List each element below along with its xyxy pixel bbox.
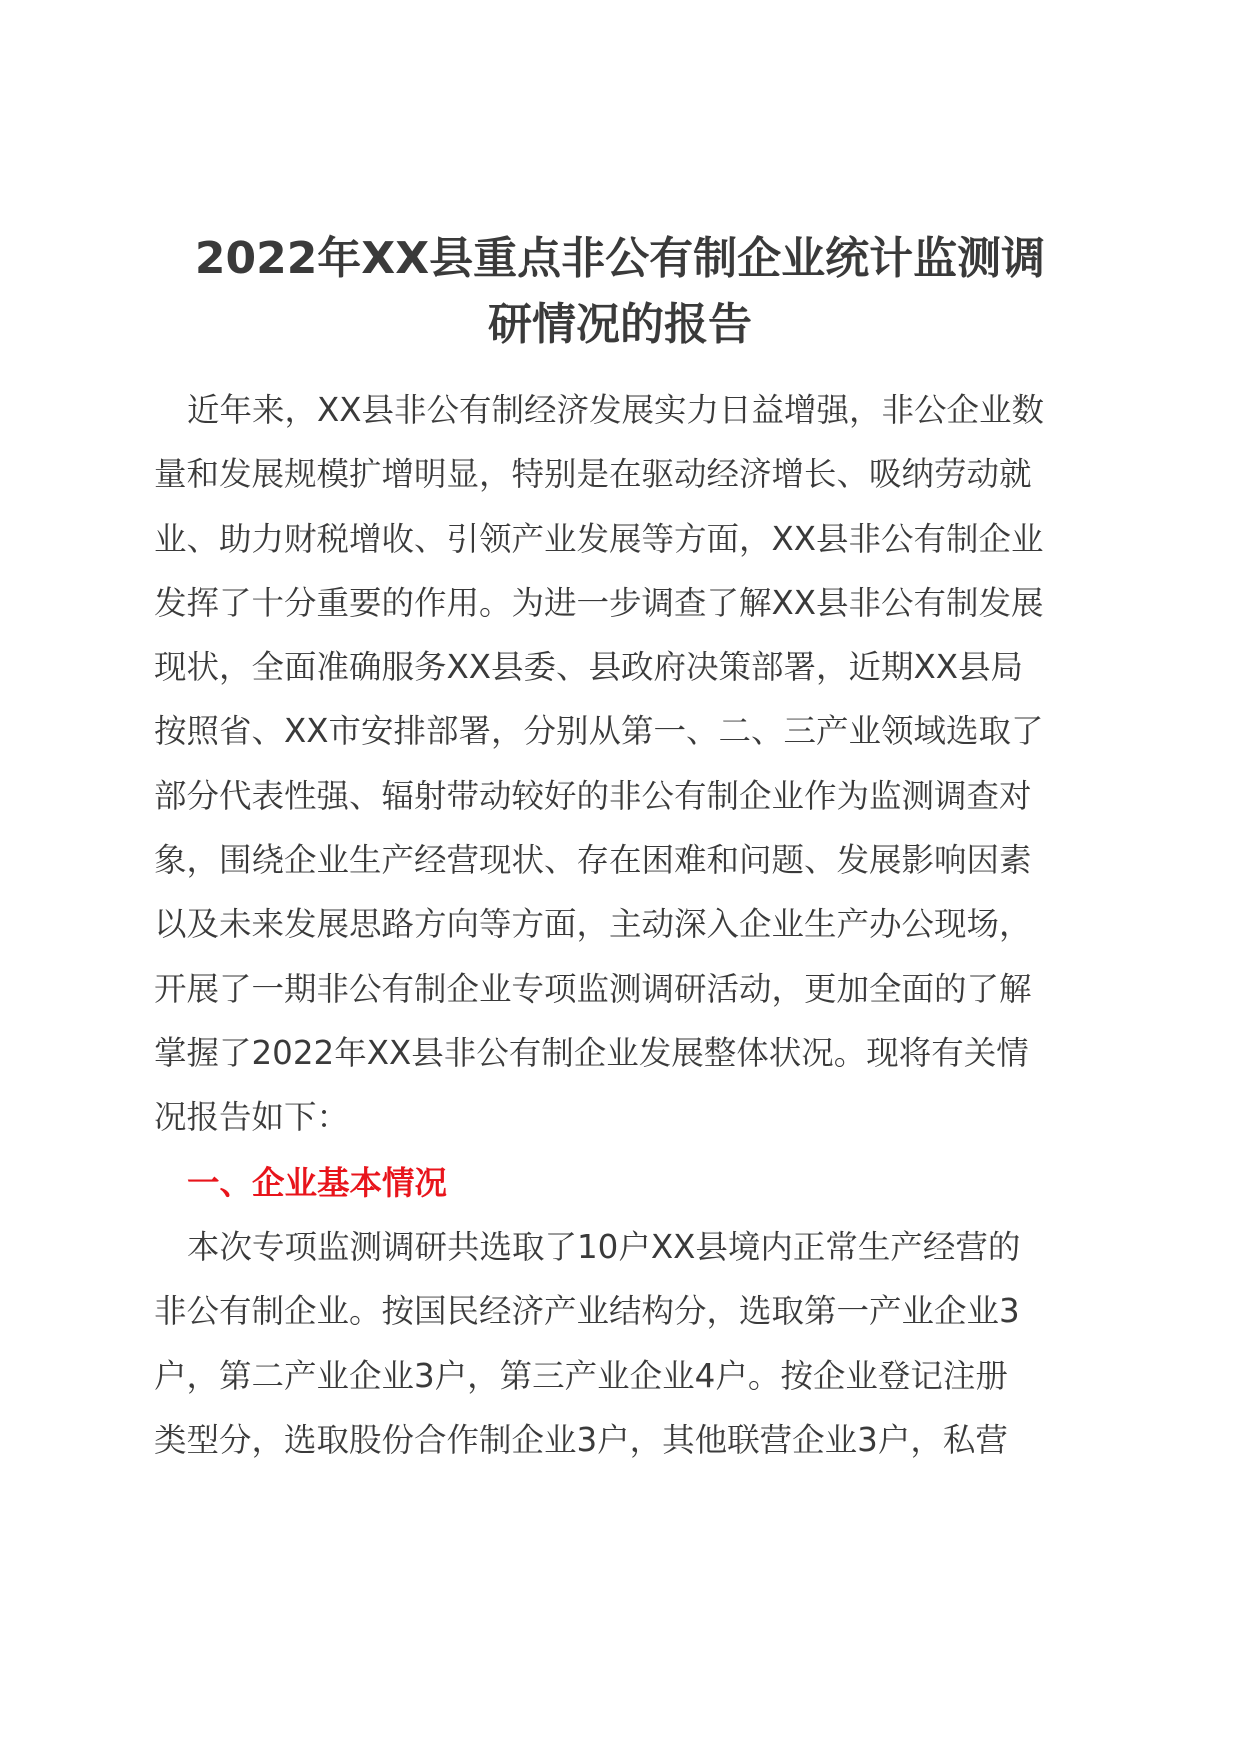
paragraph-line: 以及未来发展思路方向等方面，主动深入企业生产办公现场，: [154, 905, 1032, 944]
paragraph-line: 发挥了十分重要的作用。为进一步调查了解XX县非公有制发展: [154, 583, 1044, 622]
section-heading-1: 一、企业基本情况: [187, 1164, 448, 1202]
paragraph-line: 按照省、XX市安排部署，分别从第一、二、三产业领域选取了: [154, 712, 1044, 751]
paragraph-line: 掌握了2022年XX县非公有制企业发展整体状况。现将有关情: [154, 1033, 1029, 1072]
paragraph-line: 近年来，XX县非公有制经济发展实力日益增强，非公企业数: [187, 391, 1045, 429]
paragraph-line: 部分代表性强、辐射带动较好的非公有制企业作为监测调查对: [154, 776, 1032, 815]
paragraph-line: 类型分，选取股份合作制企业3户，其他联营企业3户，私营: [154, 1420, 1008, 1459]
paragraph-line: 户，第二产业企业3户，第三产业企业4户。按企业登记注册: [154, 1356, 1008, 1395]
paragraph-line: 现状，全面准确服务XX县委、县政府决策部署，近期XX县局: [154, 648, 1024, 687]
title-line-1: 2022年XX县重点非公有制企业统计监测调: [194, 233, 1046, 284]
paragraph-line: 业、助力财税增收、引领产业发展等方面，XX县非公有制企业: [154, 519, 1044, 558]
paragraph-intro: [154, 378, 1084, 1150]
paragraph-line: 象，围绕企业生产经营现状、存在困难和问题、发展影响因素: [154, 841, 1032, 880]
paragraph-line: 开展了一期非公有制企业专项监测调研活动，更加全面的了解: [154, 969, 1032, 1008]
paragraph-section-1: [154, 1215, 1084, 1472]
paragraph-line: 非公有制企业。按国民经济产业结构分，选取第一产业企业3: [154, 1292, 1020, 1331]
paragraph-line: 本次专项监测调研共选取了10户XX县境内正常生产经营的: [187, 1228, 1021, 1266]
paragraph-line: 况报告如下：: [154, 1098, 350, 1137]
paragraph-line: 量和发展规模扩增明显，特别是在驱动经济增长、吸纳劳动就: [154, 455, 1032, 494]
document-title: [140, 226, 1100, 358]
title-line-2: 研情况的报告: [488, 299, 752, 350]
